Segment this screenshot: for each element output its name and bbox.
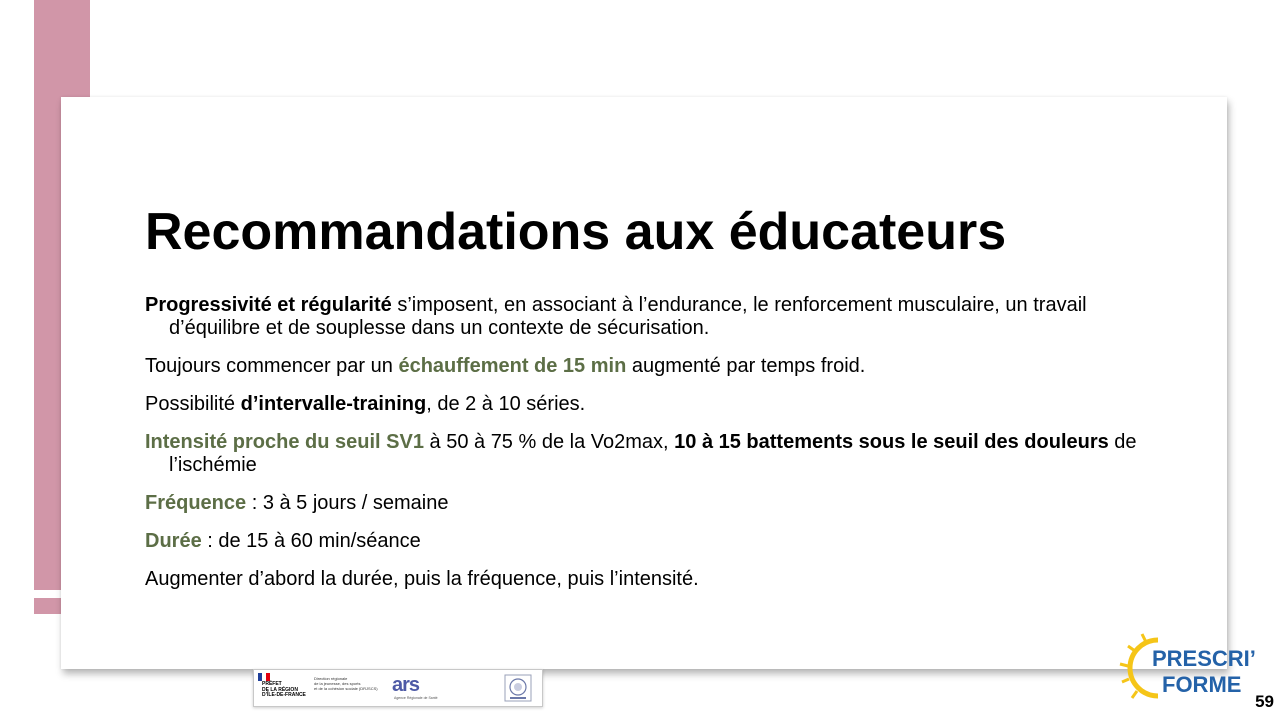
body-paragraph (145, 492, 1155, 515)
body-text: à 50 à 75 % de la Vo2max, (423, 431, 675, 453)
body-paragraph (145, 393, 1155, 416)
slide-title: Recommandations aux éducateurs (145, 203, 1007, 261)
decor-pink-bar-top (34, 0, 90, 97)
prescri-forme-logo (1118, 628, 1256, 706)
drjscs-logo-text: Direction régionale de la jeunesse, des sports et de la cohésion sociale (DRJSCS) (314, 676, 378, 691)
body-paragraph (145, 431, 1155, 477)
french-flag-icon (258, 673, 270, 681)
body-text: , de 2 à 10 séries. (426, 393, 586, 415)
ars-logo-subtext: Agence Régionale de Santé (394, 696, 438, 700)
prefet-idf-logo (258, 673, 310, 703)
ars-logo (390, 674, 440, 702)
body-text: : de 15 à 60 min/séance (201, 530, 421, 552)
partner-logos-strip (253, 669, 543, 707)
highlight-text: échauffement de 15 min (398, 355, 627, 377)
prescri-logo-line1: PRESCRI’ (1152, 646, 1256, 671)
body-text: augmenté par temps froid. (626, 355, 866, 377)
bold-text: 10 à 15 battements sous le seuil des douleurs (674, 431, 1109, 453)
body-paragraph (145, 355, 1155, 378)
prescri-logo-line2: FORME (1162, 672, 1242, 697)
prefet-logo-text: PRÉFET DE LA RÉGION D’ÎLE-DE-FRANCE (262, 681, 306, 698)
body-text: Augmenter d’abord la durée, puis la fréquence, puis l’intensité. (145, 568, 699, 590)
bold-text: d’intervalle-training (240, 393, 427, 415)
body-paragraph (145, 568, 1155, 591)
body-text: Toujours commencer par un (145, 355, 399, 377)
body-text: de l’ischémie (169, 431, 1137, 476)
body-paragraph (145, 530, 1155, 553)
highlight-text: Intensité proche du seuil SV1 (145, 431, 424, 453)
body-paragraph (145, 294, 1155, 340)
page-number: 59 (1255, 692, 1274, 711)
highlight-text: Fréquence (145, 492, 247, 514)
seal-logo-icon (504, 674, 532, 702)
slide-content (145, 294, 1155, 606)
highlight-text: Durée (145, 530, 202, 552)
body-text: Possibilité (145, 393, 241, 415)
decor-pink-bar-bottom (34, 598, 61, 614)
body-text: : 3 à 5 jours / semaine (246, 492, 449, 514)
bold-text: Progressivité et régularité (145, 294, 392, 316)
ars-logo-text: ars (392, 674, 420, 696)
decor-pink-bar-side (34, 97, 61, 590)
body-text: s’imposent, en associant à l’endurance, le renforcement musculaire, un travail d’équilibre et de souplesse dans un contexte de sécurisation. (169, 294, 1087, 339)
